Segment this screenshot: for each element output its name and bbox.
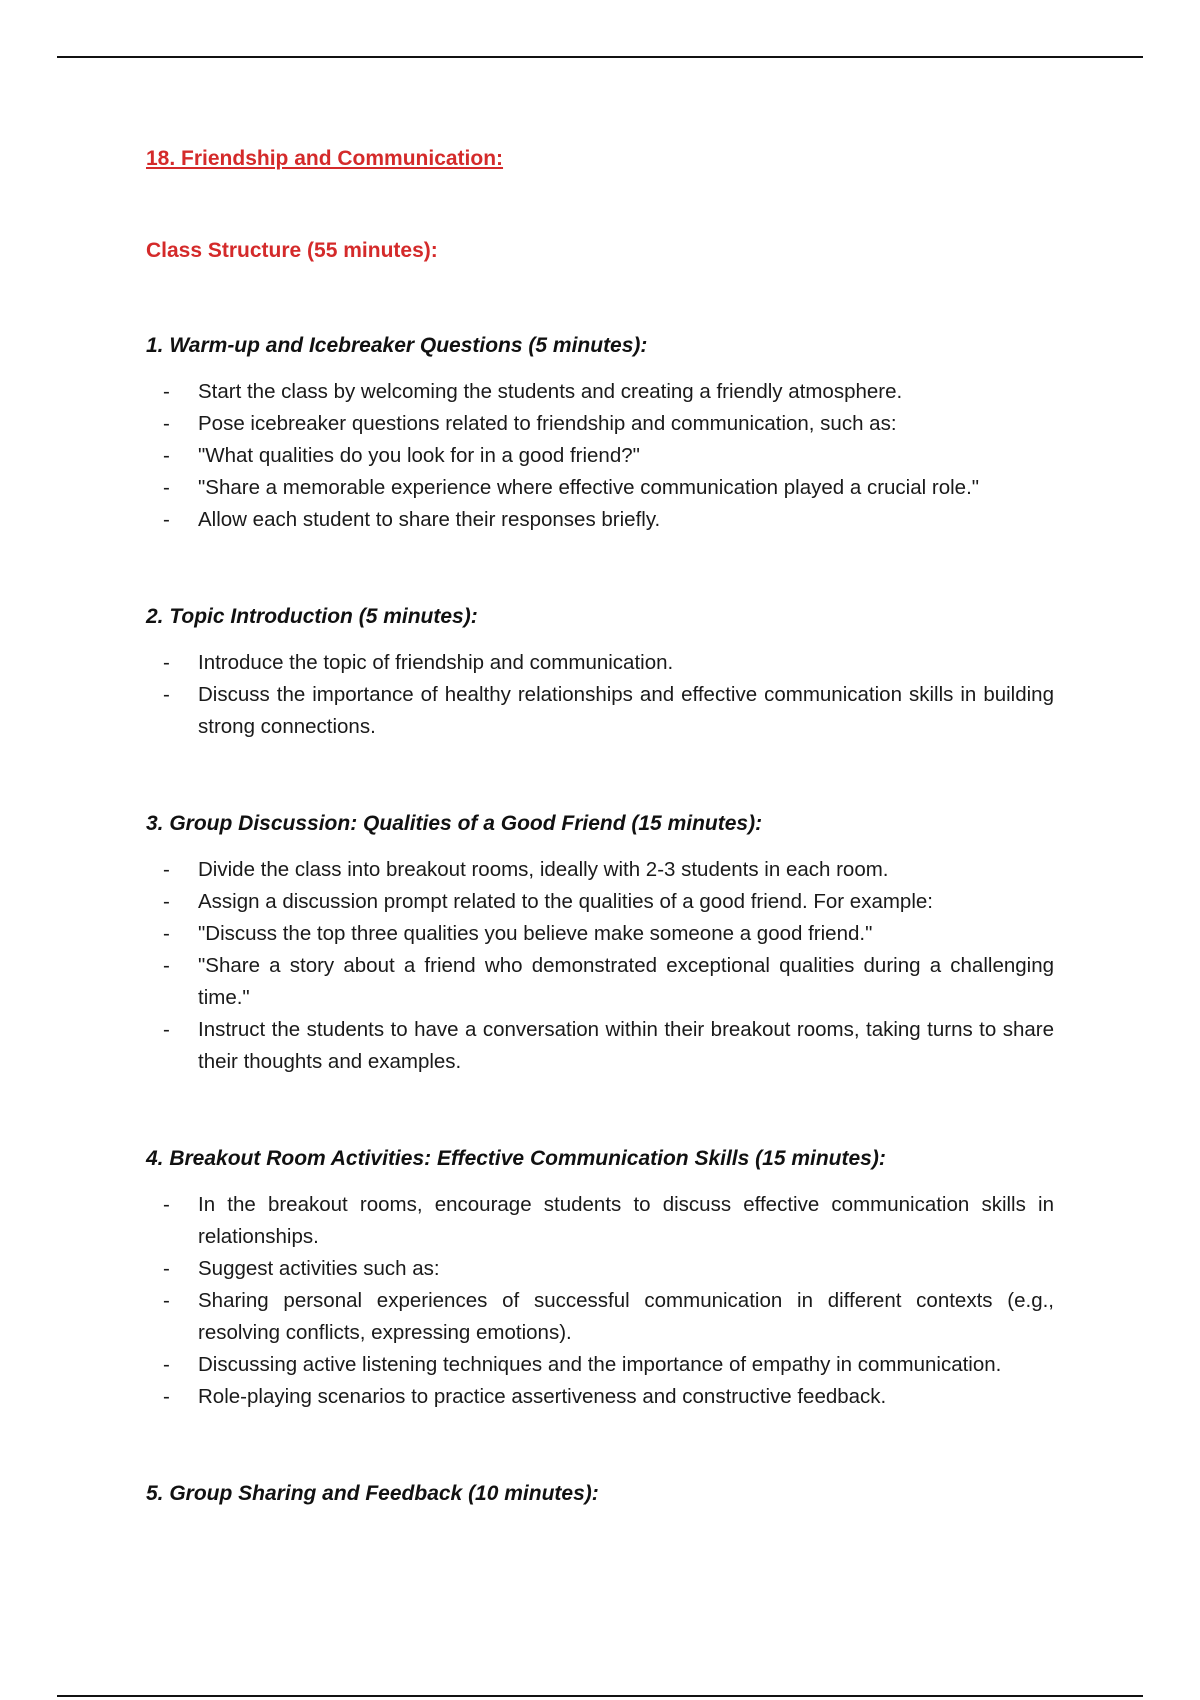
list-item [146, 1285, 1054, 1349]
bullet-dash: - [163, 858, 170, 881]
list-item-text: Divide the class into breakout rooms, ideally with 2-3 students in each room. [198, 858, 889, 881]
bullet-dash: - [163, 508, 170, 531]
list-item [146, 886, 1054, 918]
list-item [146, 472, 1054, 504]
list-item [146, 679, 1054, 743]
section-heading: 4. Breakout Room Activities: Effective Communication Skills (15 minutes): [146, 1147, 886, 1170]
list-item [146, 408, 1054, 440]
bullet-dash: - [163, 683, 170, 706]
list-item [146, 376, 1054, 408]
list-item-text: Discussing active listening techniques and the importance of empathy in communication. [198, 1353, 1002, 1376]
list-item [146, 1253, 1054, 1285]
list-item [146, 647, 1054, 679]
bullet-dash: - [163, 1257, 170, 1280]
list-item [146, 1014, 1054, 1078]
footer-rule [57, 1695, 1143, 1697]
bullet-list [146, 1189, 1054, 1413]
document-title: 18. Friendship and Communication: [146, 147, 504, 170]
list-item [146, 440, 1054, 472]
list-item [146, 504, 1054, 536]
list-item-text: Discuss the importance of healthy relationships and effective communication skills in building strong connections. [198, 683, 1054, 738]
bullet-dash: - [163, 476, 170, 499]
list-item-text: "Share a memorable experience where effective communication played a crucial role." [198, 476, 980, 499]
bullet-list [146, 647, 1054, 743]
bullet-dash: - [163, 1289, 170, 1312]
list-item [146, 854, 1054, 886]
list-item-text: Suggest activities such as: [198, 1257, 440, 1280]
bullet-list [146, 376, 1054, 536]
header-rule [57, 56, 1143, 58]
list-item-text: Allow each student to share their responses briefly. [198, 508, 661, 531]
bullet-dash: - [163, 954, 170, 977]
list-item-text: In the breakout rooms, encourage students to discuss effective communication skills in relationships. [198, 1193, 1054, 1248]
section-group-sharing [146, 1480, 1054, 1508]
class-structure-heading: Class Structure (55 minutes): [146, 239, 438, 262]
list-item-text: Instruct the students to have a conversation within their breakout rooms, taking turns to share their thoughts and examples. [198, 1018, 1054, 1073]
bullet-dash: - [163, 1353, 170, 1376]
list-item-text: Pose icebreaker questions related to friendship and communication, such as: [198, 412, 897, 435]
bullet-dash: - [163, 922, 170, 945]
list-item-text: Role-playing scenarios to practice assertiveness and constructive feedback. [198, 1385, 887, 1408]
bullet-dash: - [163, 1018, 170, 1041]
bullet-dash: - [163, 1193, 170, 1216]
list-item-text: Assign a discussion prompt related to the qualities of a good friend. For example: [198, 890, 933, 913]
section-heading: 3. Group Discussion: Qualities of a Good Friend (15 minutes): [146, 812, 763, 835]
bullet-dash: - [163, 1385, 170, 1408]
bullet-dash: - [163, 380, 170, 403]
list-item-text: "Share a story about a friend who demonstrated exceptional qualities during a challenging time." [198, 954, 1054, 1009]
list-item-text: "Discuss the top three qualities you believe make someone a good friend." [198, 922, 873, 945]
list-item-text: "What qualities do you look for in a good friend?" [198, 444, 640, 467]
bullet-dash: - [163, 651, 170, 674]
section-heading: 5. Group Sharing and Feedback (10 minutes): [146, 1482, 599, 1505]
list-item [146, 1349, 1054, 1381]
section-warm-up [146, 332, 1054, 536]
bullet-list [146, 854, 1054, 1078]
section-heading: 1. Warm-up and Icebreaker Questions (5 minutes): [146, 334, 648, 357]
bullet-dash: - [163, 890, 170, 913]
list-item-text: Start the class by welcoming the students and creating a friendly atmosphere. [198, 380, 903, 403]
list-item [146, 1189, 1054, 1253]
section-heading: 2. Topic Introduction (5 minutes): [146, 605, 478, 628]
section-topic-introduction [146, 603, 1054, 743]
section-breakout-activities [146, 1145, 1054, 1413]
list-item [146, 918, 1054, 950]
document-body [146, 145, 1054, 1524]
list-item [146, 950, 1054, 1014]
list-item-text: Sharing personal experiences of successful communication in different contexts (e.g., resolving conflicts, expressing emotions). [198, 1289, 1054, 1344]
list-item [146, 1381, 1054, 1413]
bullet-dash: - [163, 412, 170, 435]
section-group-discussion [146, 810, 1054, 1078]
list-item-text: Introduce the topic of friendship and communication. [198, 651, 674, 674]
bullet-dash: - [163, 444, 170, 467]
